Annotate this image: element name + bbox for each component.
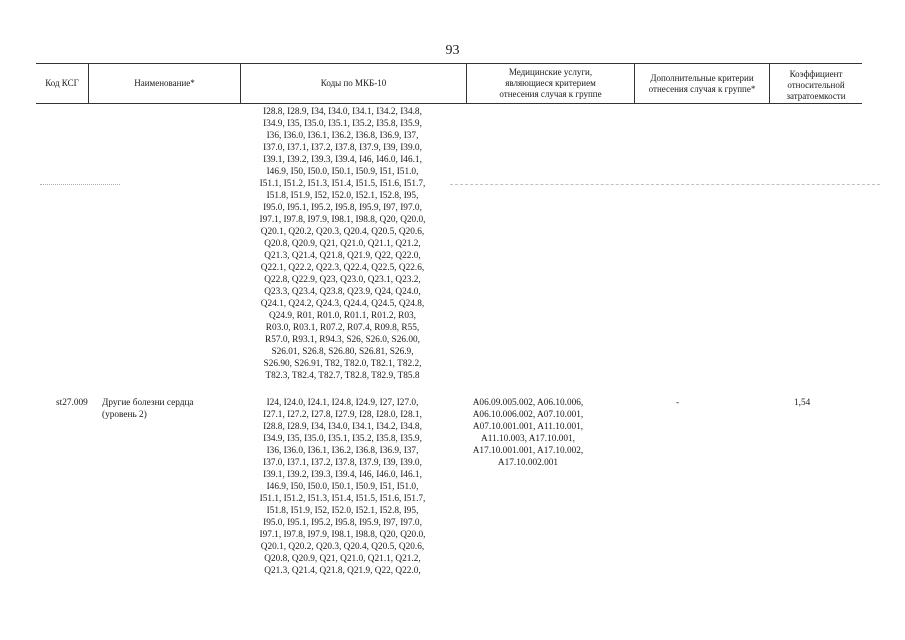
- code-line: Q20.8, Q20.9, Q21, Q21.0, Q21.1, Q21.2,: [264, 239, 421, 249]
- code-line: A06.10.006.002, A07.10.001,: [472, 410, 584, 420]
- code-line: Q22.8, Q22.9, Q23, Q23.0, Q23.1, Q23.2,: [264, 275, 421, 285]
- scan-artifact: [450, 184, 880, 189]
- code-line: I46.9, I50, I50.0, I50.1, I50.9, I51, I51.0,: [266, 167, 419, 177]
- code-line: I36, I36.0, I36.1, I36.2, I36.8, I36.9, I37,: [266, 446, 419, 456]
- code-line: I51.1, I51.2, I51.3, I51.4, I51.5, I51.6, I51.7,: [259, 494, 426, 504]
- code-line: Q20.8, Q20.9, Q21, Q21.0, Q21.1, Q21.2,: [264, 554, 421, 564]
- table-header: [36, 63, 862, 104]
- code-line: I27.1, I27.2, I27.8, I27.9, I28, I28.0, I28.1,: [263, 410, 422, 420]
- code-line: R57.0, R93.1, R94.3, S26, S26.0, S26.00,: [265, 335, 420, 345]
- code-line: T82.3, T82.4, T82.7, T82.8, T82.9, T85.8: [265, 371, 420, 381]
- page-number: 93: [445, 43, 460, 58]
- code-line: I97.1, I97.8, I97.9, I98.1, I98.8, Q20, Q20.0,: [259, 215, 426, 225]
- header-coefficient: Коэффициент относительной затратоемкости: [769, 64, 862, 103]
- code-line: I39.1, I39.2, I39.3, I39.4, I46, I46.0, I46.1,: [263, 155, 422, 165]
- code-line: A11.10.003, A17.10.001,: [481, 434, 575, 444]
- code-line: I37.0, I37.1, I37.2, I37.8, I37.9, I39, I39.0,: [263, 143, 422, 153]
- row-coefficient: 1,54: [794, 398, 811, 408]
- scan-artifact: [40, 184, 120, 189]
- code-line: Q20.1, Q20.2, Q20.3, Q20.4, Q20.5, Q20.6,: [260, 542, 425, 552]
- code-line: Q21.3, Q21.4, Q21.8, Q21.9, Q22, Q22.0,: [264, 566, 421, 576]
- row-name: Другие болезни сердца (уровень 2): [102, 398, 194, 420]
- code-line: I28.8, I28.9, I34, I34.0, I34.1, I34.2, I34.8,: [263, 422, 422, 432]
- code-line: Q20.1, Q20.2, Q20.3, Q20.4, Q20.5, Q20.6,: [260, 227, 425, 237]
- code-line: I95.0, I95.1, I95.2, I95.8, I95.9, I97, I97.0,: [263, 203, 422, 213]
- header-code: Код КСГ: [45, 78, 79, 88]
- code-line: I36, I36.0, I36.1, I36.2, I36.8, I36.9, I37,: [266, 131, 419, 141]
- code-line: I34.9, I35, I35.0, I35.1, I35.2, I35.8, I35.9,: [263, 434, 422, 444]
- code-line: I28.8, I28.9, I34, I34.0, I34.1, I34.2, I34.8,: [263, 107, 422, 117]
- row-services: [458, 397, 598, 469]
- code-line: R03.0, R03.1, R07.2, R07.4, R09.8, R55,: [265, 323, 420, 333]
- row-extra-criteria: -: [676, 398, 680, 408]
- code-line: Q22.1, Q22.2, Q22.3, Q22.4, Q22.5, Q22.6,: [260, 263, 425, 273]
- code-line: Q23.3, Q23.4, Q23.8, Q23.9, Q24, Q24.0,: [264, 287, 421, 297]
- code-line: I24, I24.0, I24.1, I24.8, I24.9, I27, I27.0,: [266, 398, 419, 408]
- code-line: S26.90, S26.91, T82, T82.0, T82.1, T82.2,: [263, 359, 422, 369]
- code-line: I95.0, I95.1, I95.2, I95.8, I95.9, I97, I97.0,: [263, 518, 422, 528]
- code-line: I46.9, I50, I50.0, I50.1, I50.9, I51, I51.0,: [266, 482, 419, 492]
- header-extra-criteria: Дополнительные критерии отнесения случая к группе*: [634, 64, 769, 103]
- code-line: A07.10.001.001, A11.10.001,: [472, 422, 584, 432]
- code-line: I51.1, I51.2, I51.3, I51.4, I51.5, I51.6, I51.7,: [259, 179, 426, 189]
- code-line: Q21.3, Q21.4, Q21.8, Q21.9, Q22, Q22.0,: [264, 251, 421, 261]
- row-code: st27.009: [56, 398, 88, 408]
- row-mkb-codes: [240, 397, 445, 577]
- header-name: Наименование*: [88, 64, 240, 103]
- header-services: Медицинские услуги, являющиеся критерием отнесения случая к группе: [466, 64, 634, 103]
- code-line: I51.8, I51.9, I52, I52.0, I52.1, I52.8, I95,: [266, 506, 419, 516]
- code-line: I39.1, I39.2, I39.3, I39.4, I46, I46.0, I46.1,: [263, 470, 422, 480]
- code-line: A17.10.001.001, A17.10.002,: [472, 446, 584, 456]
- code-line: A06.09.005.002, A06.10.006,: [472, 398, 584, 408]
- code-line: Q24.1, Q24.2, Q24.3, Q24.4, Q24.5, Q24.8,: [260, 299, 425, 309]
- code-line: S26.01, S26.8, S26.80, S26.81, S26.9,: [271, 347, 414, 357]
- code-line: I34.9, I35, I35.0, I35.1, I35.2, I35.8, I35.9,: [263, 119, 422, 129]
- continuation-codes: [240, 106, 445, 382]
- code-line: A17.10.002.001: [497, 458, 559, 468]
- header-mkb-codes: Коды по МКБ-10: [240, 64, 466, 103]
- code-line: I51.8, I51.9, I52, I52.0, I52.1, I52.8, I95,: [266, 191, 419, 201]
- code-line: I97.1, I97.8, I97.9, I98.1, I98.8, Q20, Q20.0,: [259, 530, 426, 540]
- code-line: Q24.9, R01, R01.0, R01.1, R01.2, R03,: [269, 311, 416, 321]
- code-line: I37.0, I37.1, I37.2, I37.8, I37.9, I39, I39.0,: [263, 458, 422, 468]
